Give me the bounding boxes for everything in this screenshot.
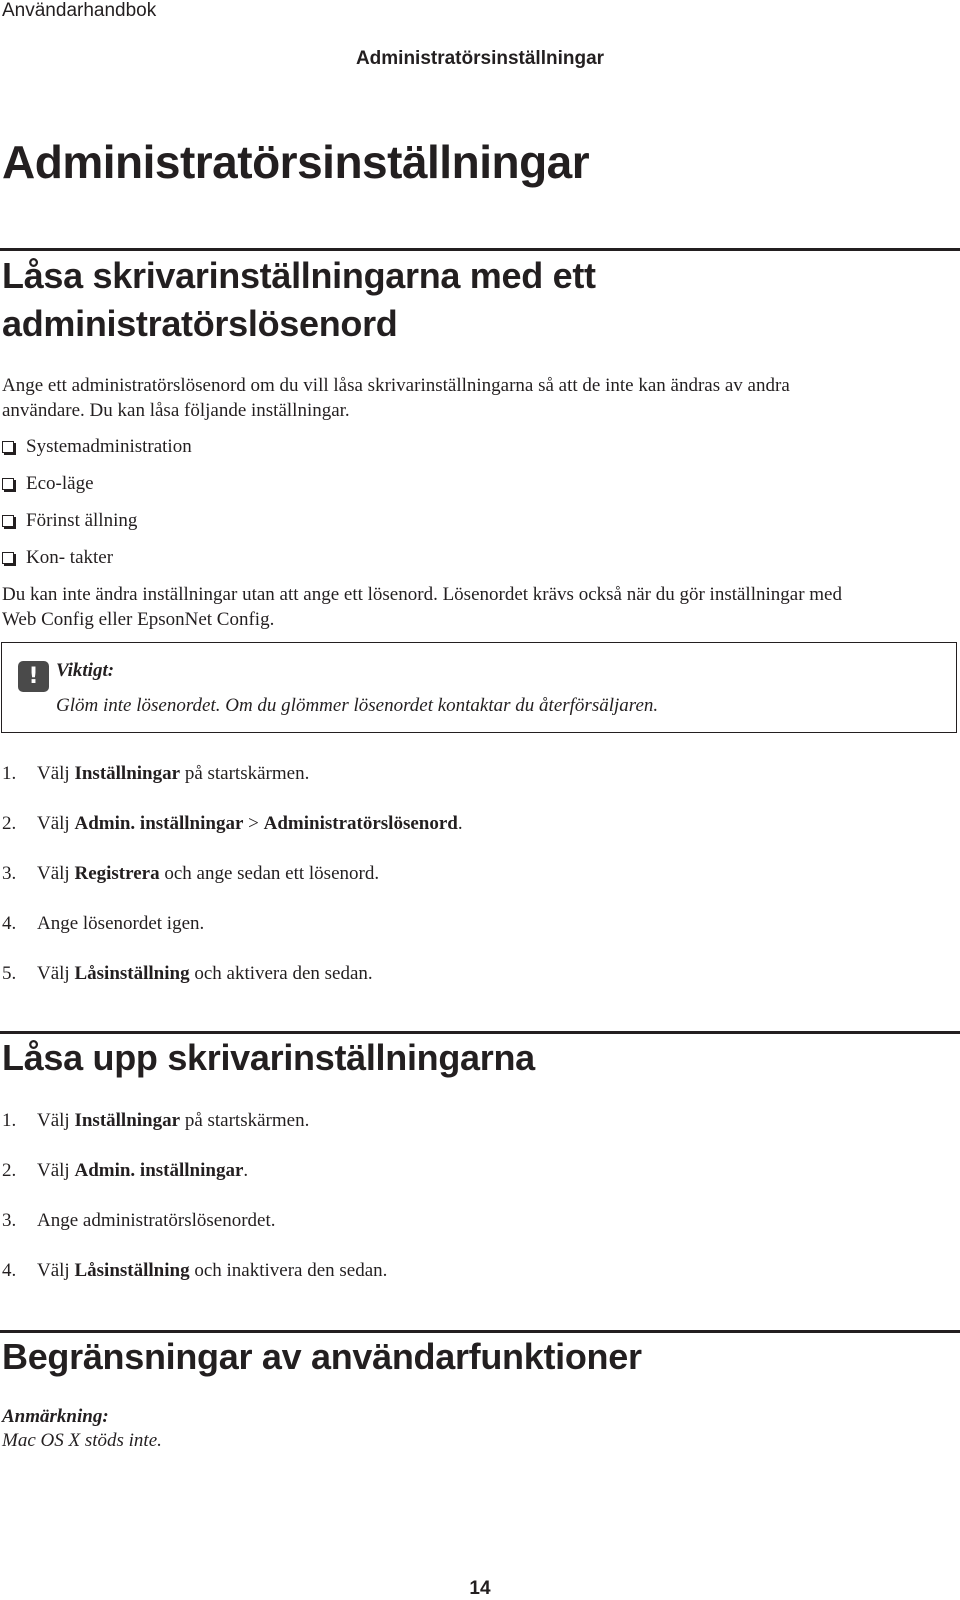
- step-number: 4.: [2, 913, 17, 934]
- step-number: 1.: [2, 1110, 17, 1131]
- step-text: Välj Inställningar på startskärmen.: [37, 1110, 310, 1131]
- section-heading: Låsa upp skrivarinställningarna: [2, 1037, 535, 1078]
- bullet-label: Eco-läge: [26, 473, 94, 494]
- intro-paragraph-line: Ange ett administratörslösenord om du vill låsa skrivarinställningarna så att de inte kan ändras av andra: [2, 375, 790, 396]
- checkbox-bullet-icon: [2, 478, 14, 490]
- list-item: [2, 1258, 387, 1283]
- checkbox-bullet-icon: [2, 552, 14, 564]
- section-heading-continued: administratörslösenord: [2, 303, 398, 344]
- section-heading: Begränsningar av användarfunktioner: [2, 1336, 642, 1377]
- list-item: [2, 761, 309, 786]
- list-item: [2, 811, 463, 836]
- list-item: [2, 911, 204, 936]
- bullet-label: Kon- takter: [26, 547, 114, 568]
- step-number: 5.: [2, 963, 17, 984]
- note-paragraph-line: Web Config eller EpsonNet Config.: [2, 609, 275, 630]
- step-text: Ange lösenordet igen.: [37, 913, 205, 934]
- step-number: 4.: [2, 1260, 17, 1281]
- checkbox-bullet-icon: [2, 441, 14, 453]
- section-heading: Låsa skrivarinställningarna med ett: [2, 255, 596, 296]
- step-number: 2.: [2, 1160, 17, 1181]
- callout-title: Viktigt:: [56, 660, 115, 681]
- step-number: 1.: [2, 763, 17, 784]
- bullet-label: Förinst ällning: [26, 510, 138, 531]
- step-text: Välj Admin. inställningar.: [37, 1160, 249, 1181]
- list-item: [2, 1158, 248, 1183]
- exclamation-icon: !: [18, 661, 49, 692]
- list-item: [2, 961, 373, 986]
- bullet-label: Systemadministration: [26, 436, 192, 457]
- step-number: 3.: [2, 863, 17, 884]
- bullet-item: [2, 434, 192, 459]
- step-text: Välj Låsinställning och aktivera den sedan.: [37, 963, 373, 984]
- bullet-item: [2, 471, 94, 496]
- running-header-section: Administratörsinställningar: [355, 48, 605, 69]
- bullet-item: [2, 545, 113, 570]
- important-callout: [1, 642, 957, 733]
- step-number: 3.: [2, 1210, 17, 1231]
- bullet-item: [2, 508, 137, 533]
- step-text: Välj Inställningar på startskärmen.: [37, 763, 310, 784]
- list-item: [2, 1108, 309, 1133]
- note-title: Anmärkning:: [2, 1406, 109, 1427]
- callout-text: Glöm inte lösenordet. Om du glömmer lösenordet kontaktar du återförsäljaren.: [56, 695, 659, 716]
- step-text: Välj Låsinställning och inaktivera den sedan.: [37, 1260, 388, 1281]
- step-text: Välj Admin. inställningar > Administratörslösenord.: [37, 813, 463, 834]
- step-text: Välj Registrera och ange sedan ett lösenord.: [37, 863, 380, 884]
- checkbox-bullet-icon: [2, 515, 14, 527]
- chapter-title: Administratörsinställningar: [2, 136, 590, 188]
- section-rule: [0, 248, 960, 251]
- list-item: [2, 861, 379, 886]
- note-text: Mac OS X stöds inte.: [2, 1430, 162, 1451]
- step-text: Ange administratörslösenordet.: [37, 1210, 276, 1231]
- intro-paragraph-line: användare. Du kan låsa följande inställningar.: [2, 400, 350, 421]
- page-number: 14: [469, 1578, 491, 1599]
- note-paragraph-line: Du kan inte ändra inställningar utan att ange ett lösenord. Lösenordet krävs också när du gör inställningar med: [2, 584, 842, 605]
- list-item: [2, 1208, 276, 1233]
- running-header-manual-title: Användarhandbok: [2, 0, 157, 21]
- step-number: 2.: [2, 813, 17, 834]
